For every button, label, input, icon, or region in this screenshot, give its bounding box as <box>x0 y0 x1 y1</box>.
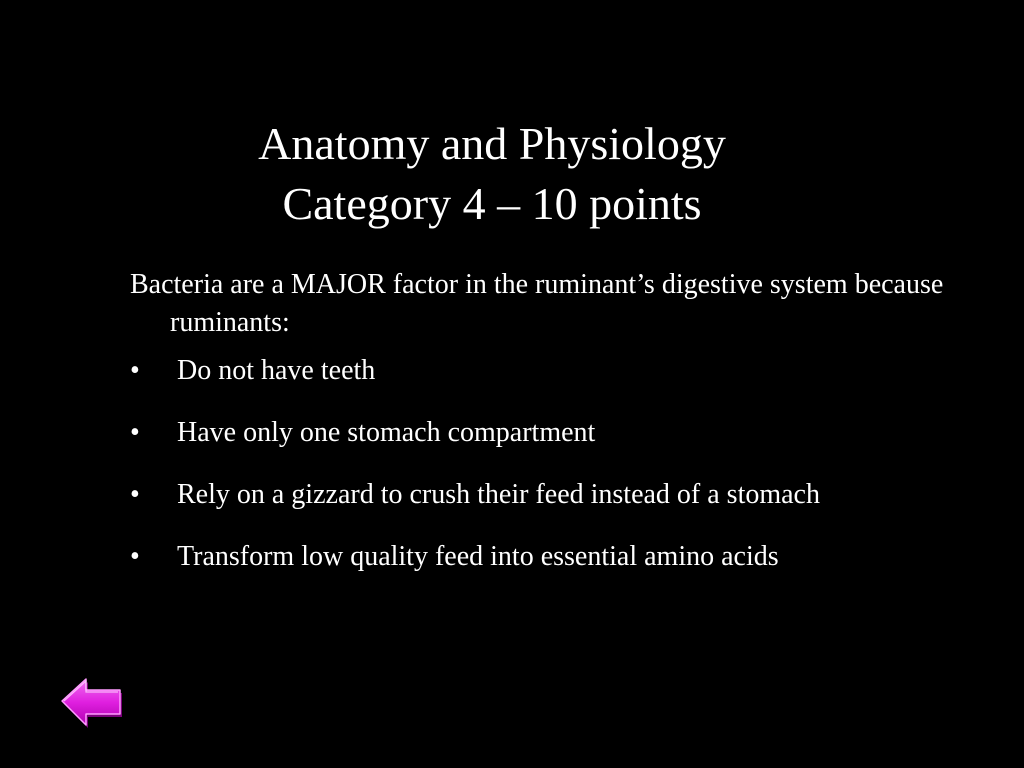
answer-choice-1[interactable] <box>130 352 1010 414</box>
answer-label: Do not have teeth <box>177 355 376 386</box>
slide-body <box>130 266 1010 600</box>
answer-choice-2[interactable] <box>130 414 1010 476</box>
title-line-2: Category 4 – 10 points <box>282 178 702 229</box>
title-line-1: Anatomy and Physiology <box>258 118 726 169</box>
bullet-icon: • <box>130 355 140 386</box>
bullet-icon: • <box>130 417 140 448</box>
bullet-icon: • <box>130 541 140 572</box>
answer-choice-4[interactable] <box>130 538 1010 600</box>
answer-label: Have only one stomach compartment <box>177 417 596 448</box>
left-arrow-icon <box>58 674 124 730</box>
answer-choice-3[interactable] <box>130 476 1010 538</box>
slide-title <box>0 114 984 234</box>
answer-list <box>130 352 1010 600</box>
answer-label: Transform low quality feed into essential amino acids <box>177 541 779 572</box>
bullet-icon: • <box>130 479 140 510</box>
answer-label: Rely on a gizzard to crush their feed instead of a stomach <box>177 479 820 510</box>
question-text: Bacteria are a MAJOR factor in the ruminant’s digestive system because ruminants: <box>130 269 944 338</box>
back-button[interactable] <box>58 674 124 730</box>
